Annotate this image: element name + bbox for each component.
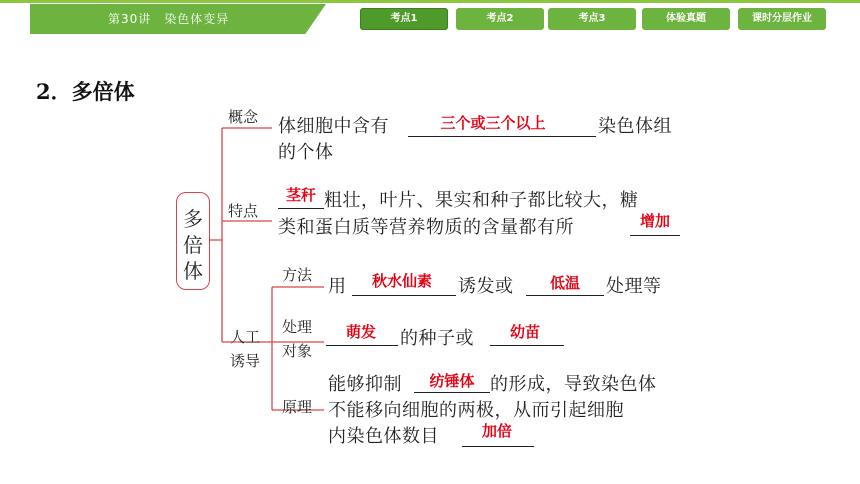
section-title: 2．多倍体 (36, 79, 135, 104)
features-blank-2 (630, 235, 680, 236)
induction-label-1: 人工 (230, 328, 261, 346)
principle-label: 原理 (282, 398, 313, 416)
target-label-2: 对象 (282, 342, 313, 360)
root-char-2: 倍 (183, 233, 203, 257)
nav-kaodian-3-button[interactable]: 考点3 (548, 8, 636, 30)
features-answer-1: 茎秆 (285, 186, 316, 204)
concept-line2: 的个体 (278, 142, 334, 163)
principle-answer-1: 纺锤体 (429, 372, 475, 390)
target-mid: 的种子或 (400, 328, 474, 349)
root-char-3: 体 (183, 259, 203, 283)
principle-line3-prefix: 内染色体数目 (328, 426, 439, 447)
induction-label-2: 诱导 (230, 352, 261, 370)
method-answer-1: 秋水仙素 (371, 272, 432, 290)
lesson-title: 第30讲 染色体变异 (108, 12, 230, 26)
method-prefix: 用 (328, 276, 347, 297)
method-blank-1 (352, 295, 456, 296)
principle-line2: 不能移向细胞的两极，从而引起细胞 (328, 400, 624, 421)
target-blank-2 (490, 345, 564, 346)
method-label: 方法 (282, 266, 313, 284)
method-suffix: 处理等 (606, 276, 662, 297)
method-blank-2 (526, 295, 604, 296)
features-line1: 粗壮，叶片、果实和种子都比较大，糖 (324, 190, 639, 211)
nav-homework-button[interactable]: 课时分层作业 (738, 8, 826, 30)
method-mid: 诱发或 (458, 276, 514, 297)
principle-line1-suffix: 的形成，导致染色体 (490, 374, 657, 395)
target-answer-1: 萌发 (345, 323, 376, 341)
features-line2: 类和蛋白质等营养物质的含量都有所 (278, 217, 574, 238)
root-char-1: 多 (183, 207, 203, 231)
principle-blank-1 (414, 392, 490, 393)
concept-answer: 三个或三个以上 (440, 114, 546, 132)
principle-blank-2 (462, 446, 534, 447)
target-label-1: 处理 (282, 318, 313, 336)
nav-kaodian-2-button[interactable]: 考点2 (456, 8, 544, 30)
principle-line1-prefix: 能够抑制 (328, 374, 402, 395)
features-answer-2: 增加 (639, 212, 670, 230)
method-answer-2: 低温 (549, 274, 580, 292)
concept-blank (408, 136, 596, 137)
nav-kaodian-1-button[interactable]: 考点1 (360, 8, 448, 30)
target-blank-1 (326, 345, 398, 346)
concept-prefix: 体细胞中含有 (278, 116, 389, 137)
concept-suffix: 染色体组 (598, 116, 672, 137)
target-answer-2: 幼苗 (509, 323, 540, 341)
concept-label: 概念 (228, 108, 259, 126)
features-blank-1 (278, 208, 324, 209)
features-label: 特点 (228, 202, 259, 220)
principle-answer-2: 加倍 (481, 422, 512, 440)
nav-real-exam-button[interactable]: 体验真题 (642, 8, 730, 30)
